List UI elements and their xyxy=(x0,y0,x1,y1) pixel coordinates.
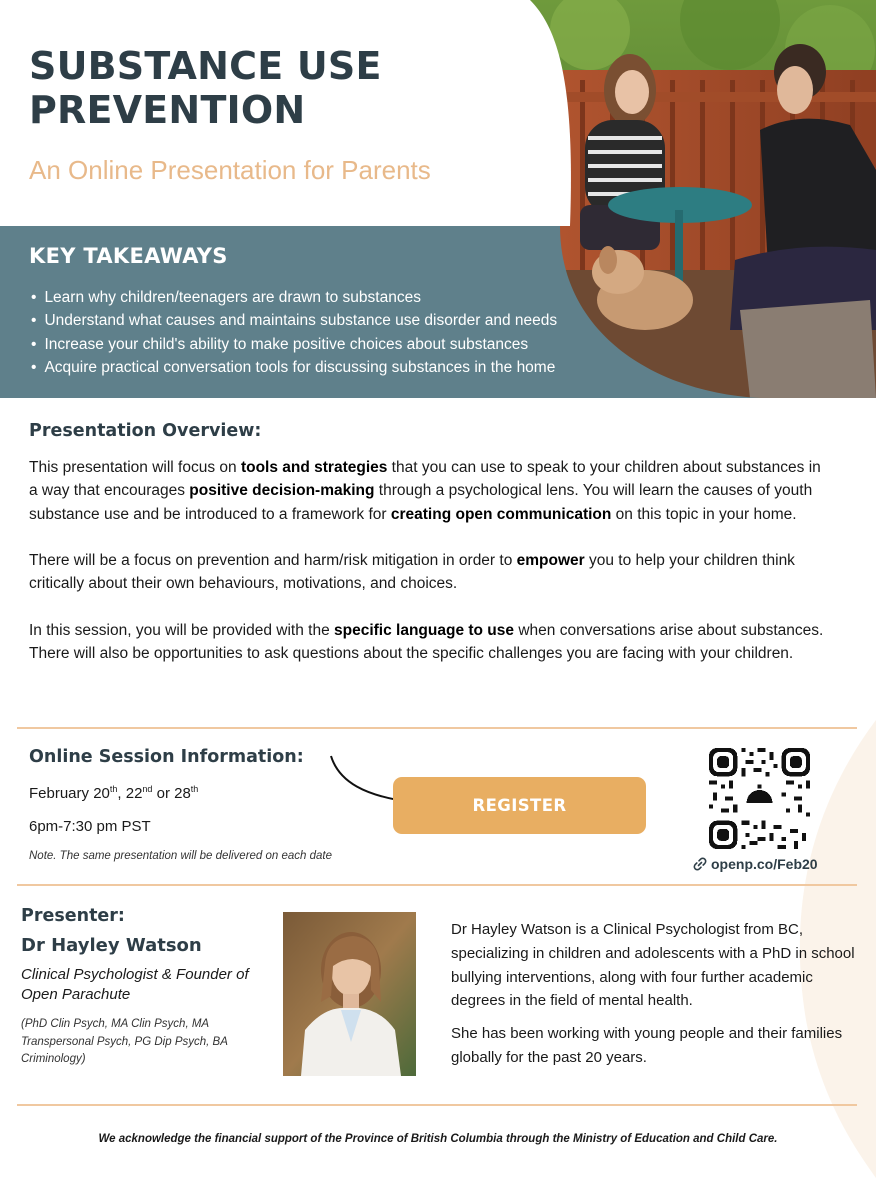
list-item: • Acquire practical conversation tools for discussing substances in the home xyxy=(29,356,557,379)
hero-section xyxy=(0,0,876,398)
presenter-bio xyxy=(451,918,861,1079)
presenter-role: Clinical Psychologist & Founder of Open Parachute xyxy=(21,966,249,1003)
session-time: 6pm-7:30 pm PST xyxy=(29,818,151,835)
session-dates: February 20th, 22nd or 28th xyxy=(29,784,199,802)
bio-paragraph-2: She has been working with young people and their families globally for the past 20 years. xyxy=(451,1025,843,1066)
register-button[interactable]: REGISTER xyxy=(393,777,646,834)
list-item: • Increase your child's ability to make positive choices about substances xyxy=(29,333,557,356)
presenter-name: Dr Hayley Watson xyxy=(21,935,202,956)
link-icon xyxy=(692,856,708,872)
session-note: Note. The same presentation will be delivered on each date xyxy=(29,850,333,862)
presenter-label: Presenter: xyxy=(21,906,125,926)
overview-paragraph-1: This presentation will focus on tools and strategies that you can use to speak to your children about substances in a way that encourages positive decision-making through a psychological lens. You will learn the causes of youth substance use and be introduced to a framework for creating open communication on this topic in your home. xyxy=(29,459,821,523)
page-title xyxy=(29,44,509,132)
key-takeaways-list xyxy=(29,286,557,379)
overview-paragraph-2: There will be a focus on prevention and harm/risk mitigation in order to empower you to help your children think critically about their own behaviours, motivations, and choices. xyxy=(29,552,795,593)
overview-paragraph-3: In this session, you will be provided with the specific language to use when conversations arise about substances. There will also be opportunities to ask questions about the specific challenges you are facing with your children. xyxy=(29,622,824,663)
qr-code-icon[interactable] xyxy=(709,748,810,849)
key-takeaways-heading: KEY TAKEAWAYS xyxy=(29,244,228,268)
bio-paragraph-1: Dr Hayley Watson is a Clinical Psychologist from BC, specializing in children and adolescents with a PhD in school bullying interventions, along with four further academic degrees in the field of mental health. xyxy=(451,921,855,1010)
overview-heading: Presentation Overview: xyxy=(29,421,262,441)
section-divider xyxy=(17,1104,857,1106)
register-link[interactable] xyxy=(692,856,818,872)
presenter-credentials: (PhD Clin Psych, MA Clin Psych, MA Transpersonal Psych, PG Dip Psych, BA Criminology) xyxy=(21,1018,228,1065)
section-divider xyxy=(17,884,857,886)
list-item: • Understand what causes and maintains substance use disorder and needs xyxy=(29,309,557,332)
title-line-2: PREVENTION xyxy=(29,88,306,132)
overview-body xyxy=(29,456,829,689)
section-divider xyxy=(17,727,857,729)
link-text[interactable]: openp.co/Feb20 xyxy=(711,856,818,872)
session-heading: Online Session Information: xyxy=(29,747,304,767)
presenter-photo xyxy=(283,912,416,1076)
footer-acknowledgement: We acknowledge the financial support of the Province of British Columbia through the Ministry of Education and Child Care. xyxy=(98,1133,778,1145)
page-subtitle: An Online Presentation for Parents xyxy=(29,155,431,185)
title-line-1: SUBSTANCE USE xyxy=(29,44,382,88)
list-item: • Learn why children/teenagers are drawn to substances xyxy=(29,286,557,309)
